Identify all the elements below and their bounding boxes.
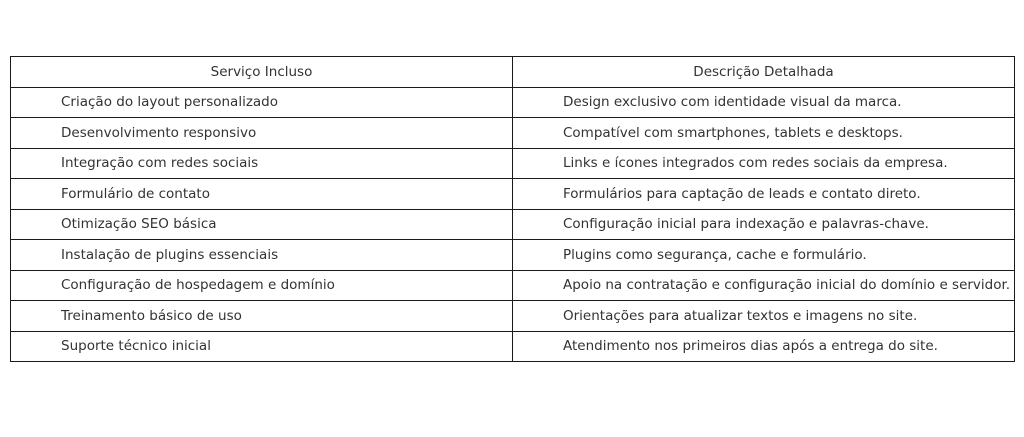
description-cell: Plugins como segurança, cache e formulário.	[513, 240, 1015, 271]
service-cell: Formulário de contato	[11, 179, 513, 210]
service-cell: Instalação de plugins essenciais	[11, 240, 513, 271]
service-cell: Treinamento básico de uso	[11, 301, 513, 332]
description-cell: Compatível com smartphones, tablets e desktops.	[513, 118, 1015, 149]
table-header-row	[11, 57, 1015, 88]
service-cell: Integração com redes sociais	[11, 148, 513, 179]
table-row	[11, 209, 1015, 240]
table-row	[11, 301, 1015, 332]
table-row	[11, 240, 1015, 271]
description-cell: Orientações para atualizar textos e imagens no site.	[513, 301, 1015, 332]
description-cell: Formulários para captação de leads e contato direto.	[513, 179, 1015, 210]
service-cell: Otimização SEO básica	[11, 209, 513, 240]
description-cell: Design exclusivo com identidade visual da marca.	[513, 87, 1015, 118]
column-header-description: Descrição Detalhada	[513, 57, 1015, 88]
description-cell: Atendimento nos primeiros dias após a entrega do site.	[513, 331, 1015, 362]
table-row	[11, 331, 1015, 362]
services-table	[10, 56, 1015, 362]
table-row	[11, 148, 1015, 179]
column-header-service: Serviço Incluso	[11, 57, 513, 88]
table-row	[11, 87, 1015, 118]
service-cell: Desenvolvimento responsivo	[11, 118, 513, 149]
service-cell: Configuração de hospedagem e domínio	[11, 270, 513, 301]
table-row	[11, 270, 1015, 301]
service-cell: Criação do layout personalizado	[11, 87, 513, 118]
table-row	[11, 179, 1015, 210]
table-row	[11, 118, 1015, 149]
description-cell: Configuração inicial para indexação e palavras-chave.	[513, 209, 1015, 240]
service-cell: Suporte técnico inicial	[11, 331, 513, 362]
description-cell: Apoio na contratação e configuração inicial do domínio e servidor.	[513, 270, 1015, 301]
description-cell: Links e ícones integrados com redes sociais da empresa.	[513, 148, 1015, 179]
